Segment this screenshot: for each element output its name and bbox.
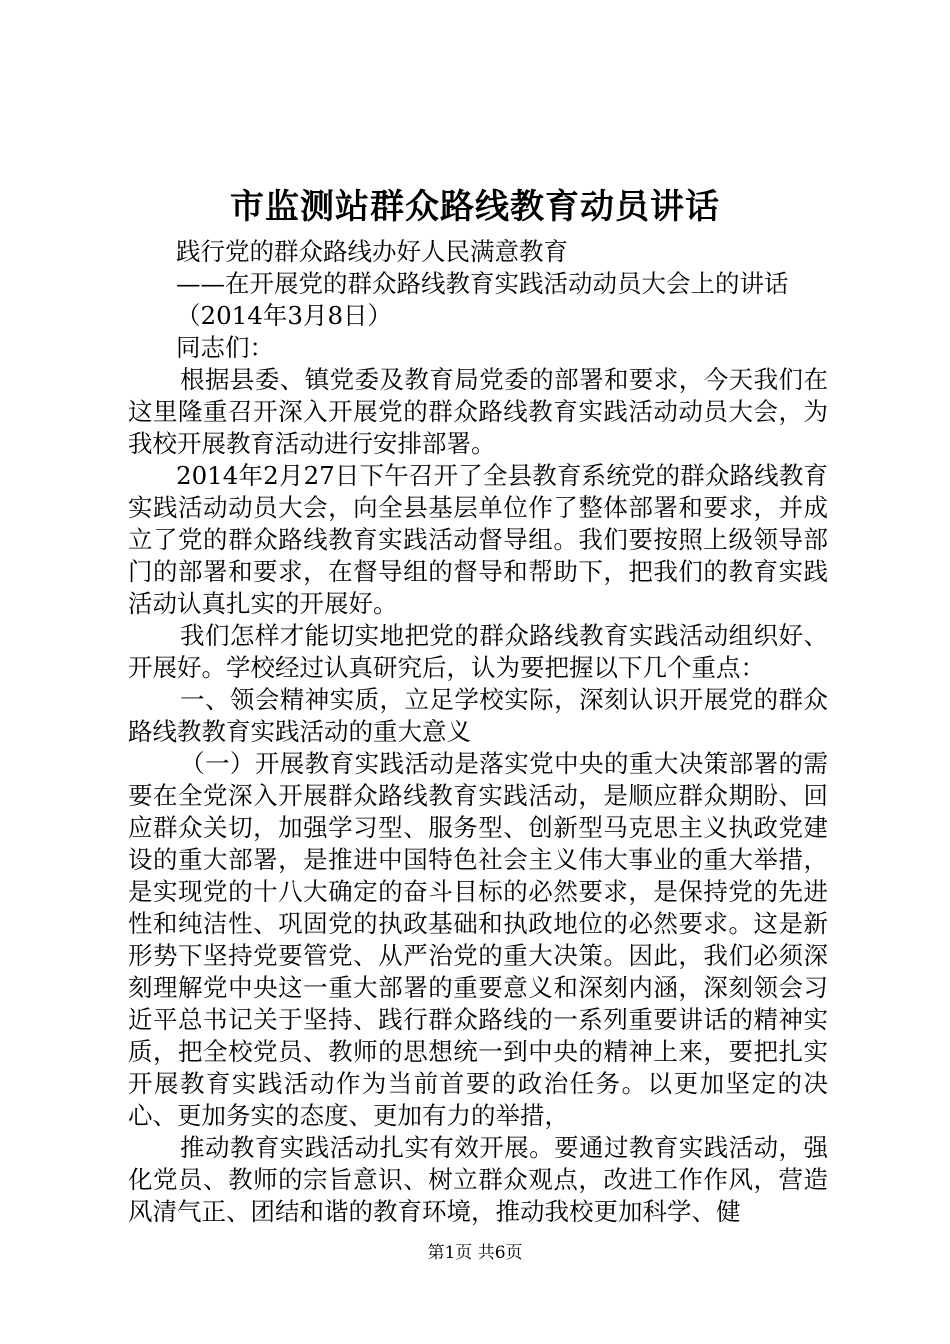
document-title: 市监测站群众路线教育动员讲话	[230, 187, 720, 227]
salutation: 同志们：	[176, 333, 274, 362]
paragraph: 推动教育实践活动扎实有效开展。要通过教育实践活动，强化党员、教师的宗旨意识、树立群众观点，改进工作作风，营造风清气正、团结和谐的教育环境，推动我校更加科学、健	[128, 1133, 828, 1226]
paragraph: 我们怎样才能切实地把党的群众路线教育实践活动组织好、开展好。学校经过认真研究后，认为要把握以下几个重点：	[128, 621, 828, 682]
speech-date: （2014年3月8日）	[176, 301, 393, 330]
document-body	[128, 236, 828, 1228]
page-footer: 第1页 共6页	[427, 1243, 523, 1263]
section-heading: 一、领会精神实质，立足学校实际，深刻认识开展党的群众路线教教育实践活动的重大意义	[128, 685, 828, 746]
subtitle-main: 践行党的群众路线办好人民满意教育	[176, 237, 568, 266]
paragraph: 2014年2月27日下午召开了全县教育系统党的群众路线教育实践活动动员大会，向全县基层单位作了整体部署和要求，并成立了党的群众路线教育实践活动督导组。我们要按照上级领导部门的部署和要求，在督导组的督导和帮助下，把我们的教育实践活动认真扎实的开展好。	[128, 461, 828, 618]
paragraph: （一）开展教育实践活动是落实党中央的重大决策部署的需要在全党深入开展群众路线教育实践活动，是顺应群众期盼、回应群众关切，加强学习型、服务型、创新型马克思主义执政党建设的重大部署，是推进中国特色社会主义伟大事业的重大举措，是实现党的十八大确定的奋斗目标的必然要求，是保持党的先进性和纯洁性、巩固党的执政基础和执政地位的必然要求。这是新形势下坚持党要管党、从严治党的重大决策。因此，我们必须深刻理解党中央这一重大部署的重要意义和深刻内涵，深刻领会习近平总书记关于坚持、践行群众路线的一系列重要讲话的精神实质，把全校党员、教师的思想统一到中央的精神上来，要把扎实开展教育实践活动作为当前首要的政治任务。以更加坚定的决心、更加务实的态度、更加有力的举措，	[128, 749, 828, 1130]
subtitle-sub: ——在开展党的群众路线教育实践活动动员大会上的讲话	[176, 269, 789, 298]
paragraph: 根据县委、镇党委及教育局党委的部署和要求，今天我们在这里隆重召开深入开展党的群众路线教育实践活动动员大会，为我校开展教育活动进行安排部署。	[128, 365, 828, 458]
